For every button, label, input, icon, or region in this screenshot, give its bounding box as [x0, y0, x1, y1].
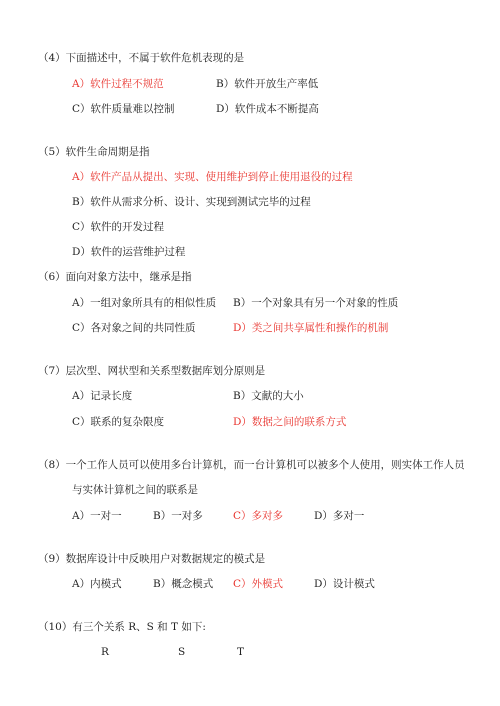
- q6-option-c: C）各对象之间的共同性质: [72, 322, 196, 334]
- q8-option-d: D）多对一: [314, 510, 365, 522]
- q7-option-b: B）文献的大小: [233, 390, 304, 402]
- q7-option-d: D）数据之间的联系方式: [233, 416, 347, 428]
- q6-option-d: D）类之间共享属性和操作的机制: [233, 322, 389, 334]
- q8-option-b: B）一对多: [153, 510, 203, 522]
- relation-s-label: S: [178, 646, 186, 658]
- q4-option-d: D）软件成本不断提高: [216, 103, 319, 115]
- q9-option-a: A）内模式: [72, 578, 122, 590]
- q9-option-d: D）设计模式: [314, 578, 375, 590]
- q7-stem: （7）层次型、网状型和关系型数据库划分原则是: [38, 365, 266, 377]
- q5-option-a: A）软件产品从提出、实现、使用维护到停止使用退役的过程: [72, 171, 353, 183]
- q8-stem-line2: 与实体计算机之间的联系是: [72, 484, 198, 496]
- q5-option-b: B）软件从需求分析、设计、实现到测试完毕的过程: [72, 196, 311, 208]
- q4-stem: （4）下面描述中，不属于软件危机表现的是: [38, 52, 245, 64]
- relation-r-label: R: [101, 646, 109, 658]
- q4-option-c: C）软件质量难以控制: [72, 103, 175, 115]
- q9-option-b: B）概念模式: [153, 578, 214, 590]
- q7-option-c: C）联系的复杂限度: [72, 416, 165, 428]
- q4-option-b: B）软件开放生产率低: [216, 78, 319, 90]
- q6-option-a: A）一组对象所具有的相似性质: [72, 297, 217, 309]
- q9-option-c: C）外模式: [233, 578, 284, 590]
- q6-option-b: B）一个对象具有另一个对象的性质: [233, 297, 399, 309]
- q5-option-c: C）软件的开发过程: [72, 221, 165, 233]
- q8-stem-line1: （8）一个工作人员可以使用多台计算机，而一台计算机可以被多个人使用，则实体工作人员: [38, 459, 465, 471]
- q9-stem: （9）数据库设计中反映用户对数据规定的模式是: [38, 553, 266, 565]
- q4-option-a: A）软件过程不规范: [72, 78, 164, 90]
- q8-option-a: A）一对一: [72, 510, 122, 522]
- q8-option-c: C）多对多: [233, 510, 284, 522]
- relation-t-label: T: [237, 646, 245, 658]
- q6-stem: （6）面向对象方法中，继承是指: [38, 271, 192, 283]
- q10-stem: （10）有三个关系 R、S 和 T 如下:: [38, 621, 206, 633]
- q5-option-d: D）软件的运营维护过程: [72, 246, 186, 258]
- q7-option-a: A）记录长度: [72, 390, 133, 402]
- q5-stem: （5）软件生命周期是指: [38, 146, 150, 158]
